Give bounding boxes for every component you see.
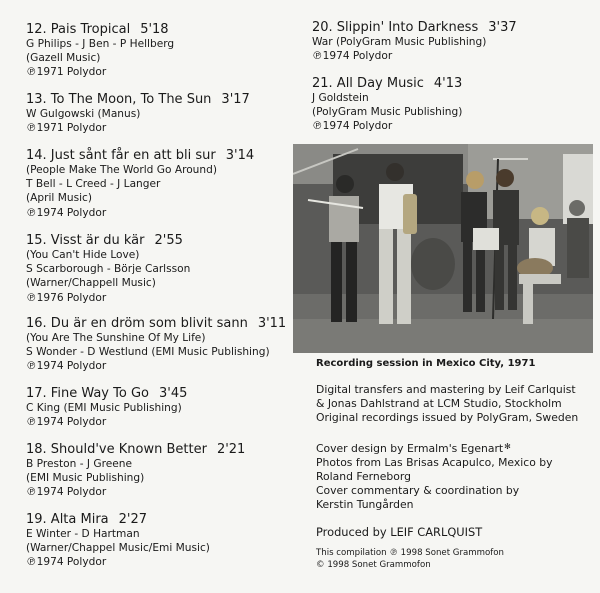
track-title — [26, 512, 294, 527]
track-publisher: (PolyGram Music Publishing) — [312, 106, 463, 119]
track-name: 16. Du är en dröm som blivit sann — [26, 316, 248, 331]
credit-line: Roland Ferneborg — [316, 470, 411, 483]
track-copyright: ℗1974 Polydor — [26, 360, 107, 373]
track-publisher: (Warner/Chappell Music) — [26, 277, 156, 290]
track-14 — [26, 148, 294, 220]
credit-line: Cover design by Ermalm's Egenart — [316, 442, 504, 455]
track-publisher: (EMI Music Publishing) — [26, 472, 145, 485]
credit-line-with-mark — [316, 440, 552, 456]
credit-line: Original recordings issued by PolyGram, Sweden — [316, 411, 579, 424]
track-title — [26, 22, 294, 37]
track-21 — [312, 76, 597, 134]
copyright-notice — [316, 547, 504, 571]
track-duration: 3'45 — [158, 386, 188, 401]
track-name: 12. Pais Tropical — [26, 22, 131, 37]
track-copyright: ℗1974 Polydor — [312, 50, 393, 63]
track-publisher: (Warner/Chappel Music/Emi Music) — [26, 542, 210, 555]
track-copyright: ℗1971 Polydor — [26, 122, 107, 135]
track-name: 18. Should've Known Better — [26, 442, 207, 457]
track-duration: 3'17 — [221, 92, 250, 107]
track-13 — [26, 92, 294, 135]
copyright-line: © 1998 Sonet Grammofon — [316, 560, 431, 570]
track-15 — [26, 233, 294, 305]
mastering-credits — [316, 383, 578, 425]
track-12 — [26, 22, 294, 80]
track-duration: 2'55 — [154, 233, 183, 248]
track-name: 21. All Day Music — [312, 76, 424, 91]
track-name: 15. Visst är du kär — [26, 233, 145, 248]
credit-line: Cover commentary & coordination by — [316, 484, 520, 497]
track-title — [312, 76, 597, 91]
track-copyright: ℗1974 Polydor — [26, 206, 107, 219]
track-18 — [26, 442, 294, 500]
track-copyright: ℗1976 Polydor — [26, 291, 107, 304]
track-duration: 3'37 — [488, 20, 517, 35]
track-copyright: ℗1974 Polydor — [312, 120, 393, 133]
trademark-icon: ✻ — [504, 442, 511, 451]
track-title — [26, 442, 294, 457]
track-original-title: (You Can't Hide Love) — [26, 249, 140, 261]
track-copyright: ℗1974 Polydor — [26, 486, 107, 499]
track-title — [26, 316, 294, 331]
track-title — [312, 20, 597, 35]
track-credit: S Scarborough - Börje Carlsson — [26, 263, 191, 276]
track-duration: 2'27 — [118, 512, 148, 527]
track-duration: 2'21 — [216, 442, 246, 457]
track-duration: 5'18 — [140, 22, 169, 37]
track-20 — [312, 20, 597, 63]
track-16 — [26, 316, 294, 374]
credit-line: Kerstin Tungården — [316, 498, 414, 511]
track-name: 17. Fine Way To Go — [26, 386, 149, 401]
track-name: 13. To The Moon, To The Sun — [26, 92, 212, 107]
track-duration: 4'13 — [433, 76, 463, 91]
track-original-title: (People Make The World Go Around) — [26, 164, 217, 176]
design-credits — [316, 440, 552, 512]
credit-line: Digital transfers and mastering by Leif Carlquist — [316, 383, 576, 396]
track-credit: G Philips - J Ben - P Hellberg — [26, 38, 175, 50]
track-credit: T Bell - L Creed - J Langer — [26, 178, 161, 191]
track-credit: J Goldstein — [312, 92, 369, 104]
track-publisher: (Gazell Music) — [26, 52, 101, 65]
track-name: 14. Just sånt får en att bli sur — [26, 148, 216, 163]
track-name: 20. Slippin' Into Darkness — [312, 20, 479, 35]
track-credit: War (PolyGram Music Publishing) — [312, 36, 487, 48]
track-19 — [26, 512, 294, 570]
track-title — [26, 233, 294, 248]
track-credit: W Gulgowski (Manus) — [26, 108, 141, 120]
track-duration: 3'11 — [257, 316, 287, 331]
copyright-line: This compilation ℗ 1998 Sonet Grammofon — [316, 548, 505, 558]
track-credit: C King (EMI Music Publishing) — [26, 402, 182, 414]
track-original-title: (You Are The Sunshine Of My Life) — [26, 332, 206, 344]
track-17 — [26, 386, 294, 429]
track-credit: S Wonder - D Westlund (EMI Music Publishing) — [26, 346, 270, 359]
track-title — [26, 386, 294, 401]
track-name: 19. Alta Mira — [26, 512, 109, 527]
recording-session-photo — [293, 144, 593, 353]
track-title — [26, 148, 294, 163]
track-copyright: ℗1974 Polydor — [26, 416, 107, 429]
track-credit: B Preston - J Greene — [26, 458, 132, 470]
track-copyright: ℗1971 Polydor — [26, 66, 107, 79]
track-title — [26, 92, 294, 107]
track-duration: 3'14 — [225, 148, 255, 163]
photo-caption: Recording session in Mexico City, 1971 — [316, 358, 536, 369]
credit-line: & Jonas Dahlstrand at LCM Studio, Stockholm — [316, 397, 562, 410]
producer-credit: Produced by LEIF CARLQUIST — [316, 525, 483, 539]
track-publisher: (April Music) — [26, 192, 92, 205]
track-credit: E Winter - D Hartman — [26, 528, 140, 540]
credit-line: Photos from Las Brisas Acapulco, Mexico by — [316, 456, 553, 469]
track-copyright: ℗1974 Polydor — [26, 556, 107, 569]
photo-illustration — [293, 144, 593, 353]
